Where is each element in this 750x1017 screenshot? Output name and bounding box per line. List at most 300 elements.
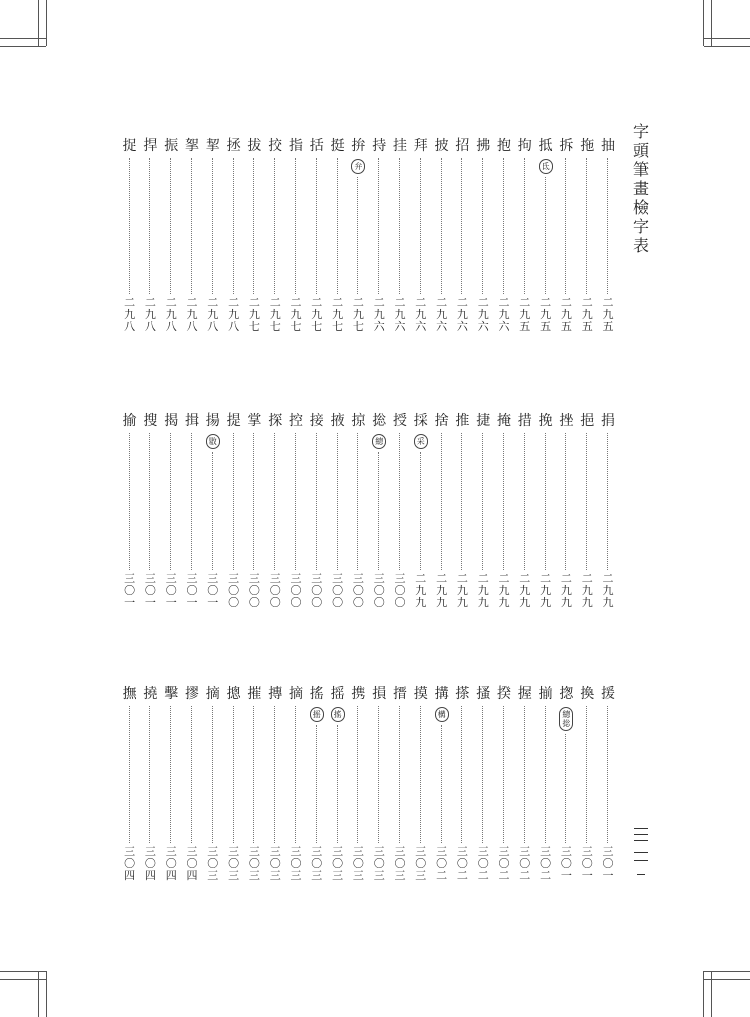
entry-character: 携: [351, 686, 366, 702]
leader-dots: [337, 433, 338, 570]
entry-character: 揃: [538, 686, 553, 702]
entry-page-number: 三 〇 三: [394, 845, 406, 882]
entry-character: 抵: [538, 138, 553, 154]
entry-character: 抱: [497, 138, 511, 154]
entry-page-number: 二 九 九: [415, 572, 427, 609]
entry-character: 擊: [164, 686, 179, 702]
index-entry: [286, 138, 306, 337]
index-entry: [182, 413, 202, 613]
entry-page-number: 三 〇 三: [332, 845, 344, 882]
leader-dots: [253, 433, 254, 570]
entry-page-number: 三 〇 三: [269, 845, 281, 882]
index-entry: [598, 413, 618, 613]
entry-page-number: 二 九 九: [498, 572, 510, 609]
entry-character: 搢: [393, 686, 407, 702]
entry-page-number: 三 〇 二: [498, 845, 510, 882]
index-entry: [224, 413, 244, 613]
entry-character: 掠: [351, 413, 366, 429]
entry-page-number: 二 九 六: [498, 296, 510, 333]
entry-character: 握: [517, 686, 532, 702]
leader-dots: [461, 158, 462, 294]
entry-variant: 弁: [351, 159, 365, 174]
entry-character: 拜: [413, 138, 428, 154]
page-number-stroke: [634, 840, 648, 841]
entry-character: 援: [601, 686, 615, 702]
entry-page-number: 三 〇 一: [560, 845, 572, 882]
leader-dots: [191, 706, 192, 843]
entry-variant: 摇: [310, 707, 324, 722]
entry-character: 搽: [455, 686, 470, 702]
leader-dots: [316, 433, 317, 570]
index-entry: [244, 413, 264, 613]
leader-dots: [233, 158, 234, 294]
leader-dots: [129, 433, 130, 570]
entry-character: 摠: [226, 686, 241, 702]
entry-page-number: 三 〇 一: [602, 845, 614, 882]
index-entry: [348, 686, 368, 886]
index-entry: [265, 138, 285, 337]
entry-page-number: 二 九 八: [186, 296, 198, 333]
entry-character: 摘: [205, 686, 220, 702]
crop-mark-bottom-left-h2: [0, 979, 46, 980]
entry-variant: 采: [414, 434, 428, 449]
crop-mark-top-left-v: [38, 0, 39, 46]
entry-character: 拯: [226, 138, 241, 154]
entry-page-number: 二 九 七: [290, 296, 302, 333]
entry-page-number: 三 〇 三: [248, 845, 260, 882]
leader-dots: [399, 158, 400, 294]
crop-mark-bottom-left-h: [0, 971, 46, 972]
entry-character: 挺: [330, 138, 345, 154]
leader-dots: [253, 706, 254, 843]
entry-page-number: 三 〇 一: [207, 572, 219, 609]
leader-dots: [524, 433, 525, 570]
entry-character: 推: [455, 413, 470, 429]
entry-page-number: 二 九 五: [581, 296, 593, 333]
index-entry: [598, 686, 618, 886]
index-entry: [348, 413, 368, 613]
entry-character: 拘: [517, 138, 532, 154]
entry-page-number: 三 〇 〇: [248, 572, 260, 609]
index-entry: [182, 138, 202, 337]
entry-page-number: 三 〇 三: [290, 845, 302, 882]
index-entry: [390, 413, 410, 613]
index-entry: [577, 686, 597, 886]
entry-page-number: 二 九 八: [228, 296, 240, 333]
entry-character: 撓: [143, 686, 158, 702]
entry-character: 摸: [413, 686, 428, 702]
index-entry: [494, 413, 514, 613]
index-entry: [244, 138, 264, 337]
page-number: [633, 826, 649, 886]
entry-page-number: 三 〇 二: [477, 845, 489, 882]
leader-dots: [524, 158, 525, 294]
leader-dots: [191, 433, 192, 570]
leader-dots: [503, 433, 504, 570]
index-entry: [432, 413, 452, 613]
entry-page-number: 三 〇 〇: [290, 572, 302, 609]
entry-character: 提: [226, 413, 241, 429]
entry-page-number: 二 九 九: [456, 572, 468, 609]
leader-dots: [212, 158, 213, 294]
entry-character: 損: [372, 686, 387, 702]
crop-mark-top-left-h: [0, 38, 46, 39]
entry-character: 挐: [185, 138, 199, 154]
entry-page-number: 二 九 五: [560, 296, 572, 333]
entry-page-number: 三 〇 三: [311, 845, 323, 882]
index-entry: [120, 413, 140, 613]
leader-dots: [482, 158, 483, 294]
index-entry: [515, 686, 535, 886]
entry-character: 捉: [122, 138, 137, 154]
entry-page-number: 二 九 七: [248, 296, 260, 333]
crop-mark-top-right-v2: [711, 0, 712, 46]
leader-dots: [565, 433, 566, 570]
entry-page-number: 三 〇 〇: [352, 572, 364, 609]
leader-dots: [316, 158, 317, 294]
page-number-stroke: [637, 874, 645, 875]
entry-character: 摘: [289, 686, 303, 702]
entry-character: 挈: [205, 138, 220, 154]
entry-page-number: 三 〇 四: [144, 845, 156, 882]
leader-dots: [233, 706, 234, 843]
leader-dots: [295, 433, 296, 570]
leader-dots: [461, 433, 462, 570]
entry-page-number: 二 九 五: [519, 296, 531, 333]
crop-mark-top-left-v2: [46, 0, 47, 46]
entry-character: 揭: [164, 413, 179, 429]
index-entry: [452, 686, 472, 886]
crop-mark-top-right-h2: [704, 46, 750, 47]
entry-page-number: 二 九 五: [540, 296, 552, 333]
entry-page-number: 二 九 六: [477, 296, 489, 333]
index-entry: [473, 413, 493, 613]
leader-dots: [337, 158, 338, 294]
index-entry: [161, 413, 181, 613]
leader-dots: [357, 433, 358, 570]
leader-dots: [170, 706, 171, 843]
entry-page-number: 二 九 七: [269, 296, 281, 333]
leader-dots: [378, 452, 379, 570]
entry-character: 摇: [330, 686, 345, 702]
leader-dots: [420, 706, 421, 843]
leader-dots: [399, 706, 400, 843]
crop-mark-bottom-right-v2: [711, 971, 712, 1017]
entry-character: 括: [309, 138, 324, 154]
entry-character: 接: [309, 413, 324, 429]
entry-character: 摶: [268, 686, 283, 702]
index-entry: [286, 413, 306, 613]
index-entry: [140, 413, 160, 613]
index-entry: [120, 138, 140, 337]
leader-dots: [378, 158, 379, 294]
leader-dots: [441, 725, 442, 843]
entry-character: 採: [413, 413, 428, 429]
page-number-stroke: [634, 828, 648, 829]
entry-character: 搖: [309, 686, 324, 702]
entry-page-number: 三 〇 三: [373, 845, 385, 882]
entry-page-number: 二 九 八: [165, 296, 177, 333]
index-entry: [182, 686, 202, 886]
leader-dots: [586, 433, 587, 570]
entry-page-number: 二 九 六: [456, 296, 468, 333]
leader-dots: [586, 706, 587, 843]
entry-page-number: 二 九 九: [519, 572, 531, 609]
entry-variant: 總: [372, 434, 386, 449]
leader-dots: [357, 177, 358, 294]
index-entry: [494, 686, 514, 886]
leader-dots: [461, 706, 462, 843]
entry-variant: 總 捴: [559, 707, 573, 731]
index-entry: [536, 138, 556, 337]
entry-page-number: 二 九 六: [415, 296, 427, 333]
leader-dots: [274, 706, 275, 843]
entry-page-number: 二 九 六: [394, 296, 406, 333]
entry-character: 掖: [330, 413, 345, 429]
entry-page-number: 二 九 九: [477, 572, 489, 609]
entry-character: 掌: [247, 413, 262, 429]
leader-dots: [274, 433, 275, 570]
index-entry: [328, 138, 348, 337]
crop-mark-bottom-right-h2: [704, 979, 750, 980]
entry-page-number: 三 〇 一: [186, 572, 198, 609]
entry-page-number: 三 〇 一: [581, 845, 593, 882]
leader-dots: [441, 158, 442, 294]
entry-character: 探: [268, 413, 283, 429]
entry-character: 捍: [143, 138, 158, 154]
entry-page-number: 三 〇 三: [415, 845, 427, 882]
entry-character: 挂: [393, 138, 407, 154]
index-entry: [224, 686, 244, 886]
entry-page-number: 三 〇 〇: [394, 572, 406, 609]
index-entry: [140, 138, 160, 337]
index-entry: [224, 138, 244, 337]
index-entry: [390, 686, 410, 886]
entry-page-number: 三 〇 四: [186, 845, 198, 882]
entry-character: 挹: [580, 413, 595, 429]
leader-dots: [233, 433, 234, 570]
entry-page-number: 三 〇 二: [540, 845, 552, 882]
entry-character: 挍: [268, 138, 283, 154]
page-number-stroke: [634, 860, 648, 861]
entry-character: 揆: [497, 686, 511, 702]
index-entry: [515, 413, 535, 613]
entry-page-number: 二 九 六: [373, 296, 385, 333]
entry-page-number: 三 〇 二: [436, 845, 448, 882]
entry-character: 措: [517, 413, 532, 429]
entry-character: 揄: [122, 413, 137, 429]
leader-dots: [253, 158, 254, 294]
leader-dots: [149, 706, 150, 843]
index-entry: [265, 686, 285, 886]
entry-character: 持: [372, 138, 387, 154]
index-entry: [369, 413, 389, 613]
entry-character: 搜: [143, 413, 158, 429]
index-entry: [556, 413, 576, 613]
index-entry: [307, 413, 327, 613]
index-entry: [369, 138, 389, 337]
index-entry: [203, 138, 223, 337]
entry-character: 振: [164, 138, 179, 154]
entry-character: 拆: [559, 138, 574, 154]
entry-page-number: 二 九 九: [602, 572, 614, 609]
crop-mark-bottom-left-v2: [46, 971, 47, 1017]
entry-page-number: 二 九 七: [352, 296, 364, 333]
entry-character: 拂: [476, 138, 491, 154]
index-entry: [556, 138, 576, 337]
leader-dots: [295, 706, 296, 843]
entry-page-number: 二 九 九: [436, 572, 448, 609]
index-entry: [348, 138, 368, 337]
index-entry: [328, 413, 348, 613]
entry-variant: 搖: [331, 707, 345, 722]
index-entry: [369, 686, 389, 886]
entry-character: 搔: [476, 686, 491, 702]
index-entry: [328, 686, 348, 886]
index-entry: [161, 138, 181, 337]
index-entry: [307, 138, 327, 337]
entry-character: 拖: [580, 138, 595, 154]
leader-dots: [420, 452, 421, 570]
index-entry: [432, 138, 452, 337]
page-title: 字 頭 筆 畫 檢 字 表: [632, 122, 649, 255]
entry-page-number: 二 九 五: [602, 296, 614, 333]
crop-mark-top-left-h2: [0, 46, 46, 47]
leader-dots: [274, 158, 275, 294]
index-entry: [432, 686, 452, 886]
leader-dots: [212, 452, 213, 570]
index-entry: [411, 686, 431, 886]
leader-dots: [129, 158, 130, 294]
index-entry: [452, 138, 472, 337]
entry-character: 掩: [497, 413, 511, 429]
page-number-stroke: [634, 852, 648, 853]
entry-character: 換: [580, 686, 595, 702]
entry-character: 捴: [372, 413, 387, 429]
entry-page-number: 三 〇 〇: [228, 572, 240, 609]
index-entry: [307, 686, 327, 886]
index-entry: [203, 413, 223, 613]
entry-character: 撫: [122, 686, 137, 702]
index-entry: [390, 138, 410, 337]
entry-variant: 敭: [206, 434, 220, 449]
index-entry: [286, 686, 306, 886]
index-entry: [473, 138, 493, 337]
index-entry: [598, 138, 618, 337]
entry-character: 揔: [559, 686, 574, 702]
entry-page-number: 三 〇 一: [144, 572, 156, 609]
entry-character: 摎: [185, 686, 199, 702]
entry-character: 搆: [434, 686, 449, 702]
leader-dots: [399, 433, 400, 570]
index-entry: [203, 686, 223, 886]
leader-dots: [316, 725, 317, 843]
index-entry: [265, 413, 285, 613]
entry-character: 揖: [185, 413, 199, 429]
leader-dots: [441, 433, 442, 570]
leader-dots: [607, 158, 608, 294]
entry-page-number: 二 九 八: [207, 296, 219, 333]
index-entry: [473, 686, 493, 886]
entry-character: 授: [393, 413, 407, 429]
entry-character: 披: [434, 138, 449, 154]
entry-page-number: 三 〇 四: [165, 845, 177, 882]
leader-dots: [524, 706, 525, 843]
entry-page-number: 三 〇 二: [519, 845, 531, 882]
leader-dots: [420, 158, 421, 294]
leader-dots: [129, 706, 130, 843]
crop-mark-bottom-left-v: [38, 971, 39, 1017]
entry-page-number: 三 〇 三: [352, 845, 364, 882]
crop-mark-bottom-right-v: [703, 971, 704, 1017]
entry-page-number: 三 〇 〇: [332, 572, 344, 609]
leader-dots: [170, 433, 171, 570]
entry-character: 捐: [601, 413, 615, 429]
leader-dots: [545, 706, 546, 843]
entry-character: 拚: [351, 138, 366, 154]
leader-dots: [149, 433, 150, 570]
entry-page-number: 二 九 八: [124, 296, 136, 333]
leader-dots: [607, 433, 608, 570]
entry-page-number: 二 九 八: [144, 296, 156, 333]
index-entry: [577, 413, 597, 613]
entry-page-number: 二 九 九: [560, 572, 572, 609]
entry-page-number: 二 九 六: [436, 296, 448, 333]
leader-dots: [482, 706, 483, 843]
leader-dots: [482, 433, 483, 570]
index-entry: [556, 686, 576, 886]
entry-character: 捨: [434, 413, 449, 429]
index-entry: [577, 138, 597, 337]
leader-dots: [503, 158, 504, 294]
entry-page-number: 三 〇 一: [124, 572, 136, 609]
entry-page-number: 三 〇 〇: [269, 572, 281, 609]
leader-dots: [170, 158, 171, 294]
index-entry: [536, 413, 556, 613]
entry-page-number: 三 〇 二: [456, 845, 468, 882]
leader-dots: [503, 706, 504, 843]
index-entry: [140, 686, 160, 886]
entry-page-number: 三 〇 三: [207, 845, 219, 882]
index-entry: [494, 138, 514, 337]
entry-character: 捷: [476, 413, 491, 429]
index-entry: [452, 413, 472, 613]
entry-character: 控: [289, 413, 303, 429]
entry-page-number: 二 九 九: [540, 572, 552, 609]
entry-page-number: 二 九 七: [332, 296, 344, 333]
entry-character: 挫: [559, 413, 574, 429]
entry-page-number: 二 九 九: [581, 572, 593, 609]
entry-character: 抽: [601, 138, 615, 154]
page-number-stroke: [634, 834, 648, 835]
entry-page-number: 三 〇 三: [228, 845, 240, 882]
leader-dots: [191, 158, 192, 294]
leader-dots: [295, 158, 296, 294]
index-entry: [161, 686, 181, 886]
entry-page-number: 二 九 七: [311, 296, 323, 333]
leader-dots: [357, 706, 358, 843]
index-entry: [244, 686, 264, 886]
leader-dots: [212, 706, 213, 843]
entry-page-number: 三 〇 〇: [373, 572, 385, 609]
leader-dots: [149, 158, 150, 294]
leader-dots: [607, 706, 608, 843]
leader-dots: [378, 706, 379, 843]
leader-dots: [337, 725, 338, 843]
leader-dots: [545, 433, 546, 570]
leader-dots: [565, 734, 566, 843]
entry-character: 拔: [247, 138, 262, 154]
